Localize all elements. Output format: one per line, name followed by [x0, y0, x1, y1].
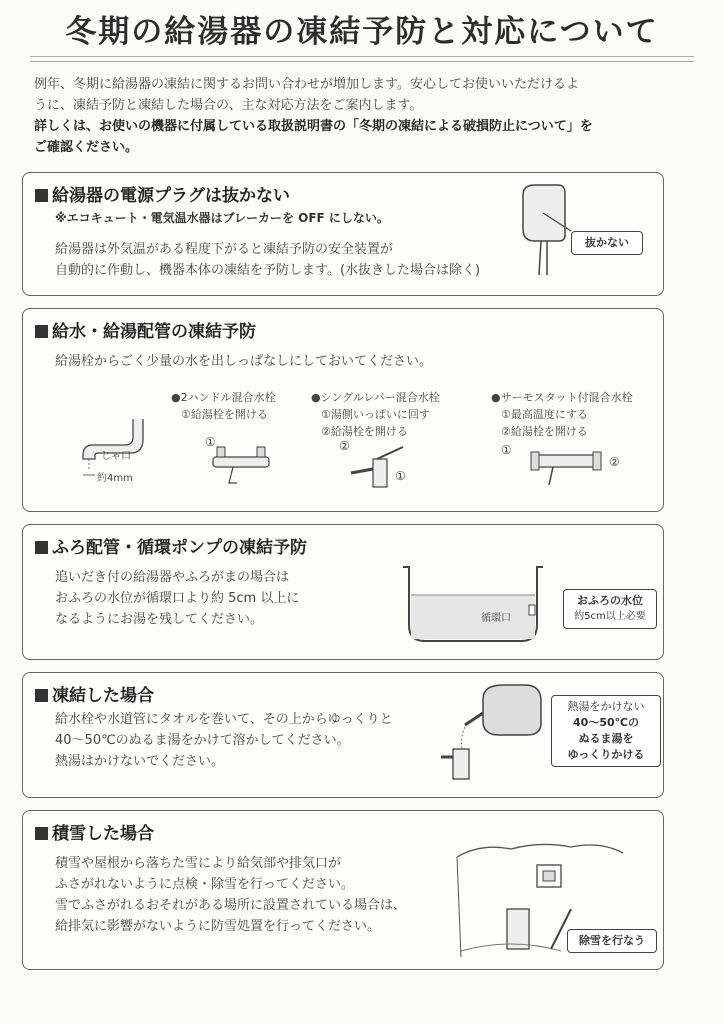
faucet-two-handle [171, 389, 276, 423]
section-snow [22, 810, 664, 970]
section-note: ※エコキュート・電気温水器はブレーカーを OFF にしない。 [55, 211, 389, 225]
section-bath [22, 524, 664, 660]
faucet-single-lever [311, 389, 440, 440]
page-title: 冬期の給湯器の凍結予防と対応について [65, 14, 659, 50]
faucet-step: ①最高温度にする [501, 408, 588, 421]
body-line: 40～50℃のぬるま湯をかけて溶かしてください。 [55, 733, 350, 748]
section-heading [35, 533, 307, 558]
body-line: おふろの水位が循環口より約 5cm 以上に [55, 591, 300, 606]
section-frozen [22, 672, 664, 798]
heading-text: 給水・給湯配管の凍結予防 [52, 322, 256, 342]
body-line: 積雪や屋根から落ちた雪により給気部や排気口が [55, 856, 342, 871]
body-line: 熱湯はかけないでください。 [55, 754, 225, 769]
single-lever-faucet-icon [343, 439, 423, 499]
faucet-step: ②給湯栓を開ける [321, 425, 408, 438]
square-bullet-icon [35, 689, 48, 702]
square-bullet-icon [35, 189, 48, 202]
circulation-port-label: 循環口 [481, 613, 511, 624]
spout-label: じゃ口 [101, 451, 131, 462]
body-line: 給湯栓からごく少量の水を出しっぱなしにしておいてください。 [55, 354, 433, 369]
faucet-name: ●シングルレバー混合水栓 [311, 391, 440, 404]
title-divider [30, 56, 694, 62]
body-line: 雪でふさがれるおそれがある場所に設置されている場合は、 [55, 898, 407, 913]
section-body [55, 567, 299, 630]
faucet-thermostat [491, 389, 633, 440]
step-mark: ② [609, 455, 620, 469]
body-line: 給湯器は外気温がある程度下がると凍結予防の安全装置が [55, 242, 394, 257]
faucet-step: ②給湯栓を開ける [501, 425, 588, 438]
heading-text: 給湯器の電源プラグは抜かない [52, 186, 290, 206]
intro-line: 例年、冬期に給湯器の凍結に関するお問い合わせが増加します。安心してお使いいただけるよ [34, 77, 579, 92]
callout-warm-water [551, 695, 661, 767]
callout-subtitle: 約5cm以上必要 [574, 611, 646, 622]
faucet-step: ①給湯栓を開ける [181, 408, 268, 421]
section-plug [22, 172, 664, 296]
body-line: 追いだき付の給湯器やふろがまの場合は [55, 570, 290, 585]
square-bullet-icon [35, 827, 48, 840]
body-line: なるようにお湯を残してください。 [55, 612, 264, 627]
callout-line: 40～50℃の [573, 716, 639, 729]
section-body [55, 709, 393, 772]
section-body [55, 853, 406, 937]
thermostat-faucet-icon [523, 445, 613, 495]
intro-line-bold: ご確認ください。 [34, 140, 139, 155]
square-bullet-icon [35, 541, 48, 554]
callout-title: おふろの水位 [577, 594, 643, 607]
body-line: 自動的に作動し、機器本体の凍結を予防します。(水抜きした場合は除く) [55, 263, 481, 278]
intro-line-bold: 詳しくは、お使いの機器に付属している取扱説明書の「冬期の凍結による破損防止について」を [34, 119, 593, 134]
intro-line: うに、凍結予防と凍結した場合の、主な対応方法をご案内します。 [34, 98, 423, 113]
heading-text: ふろ配管・循環ポンプの凍結予防 [52, 538, 307, 558]
step-mark: ① [395, 469, 406, 483]
heading-text: 凍結した場合 [52, 686, 154, 706]
faucet-name: ●サーモスタット付混合水栓 [491, 391, 633, 404]
section-piping [22, 308, 664, 512]
step-mark: ① [501, 443, 512, 457]
body-line: ふさがれないように点検・除雪を行ってください。 [55, 877, 355, 892]
step-mark: ② [339, 439, 350, 453]
body-line: 給排気に影響がないように防雪処置を行ってください。 [55, 919, 381, 934]
spout-size: 約4mm [97, 473, 133, 484]
step-mark: ① [205, 435, 216, 449]
intro-text [34, 74, 674, 158]
callout-water-level [563, 589, 657, 629]
callout-clear-snow: 除雪を行なう [567, 929, 657, 953]
square-bullet-icon [35, 325, 48, 338]
section-heading [35, 317, 256, 342]
body-line: 給水栓や水道管にタオルを巻いて、その上からゆっくりと [55, 712, 393, 727]
section-heading [35, 181, 290, 206]
callout-warning: 熱湯をかけない [567, 700, 645, 713]
heading-text: 積雪した場合 [52, 824, 154, 844]
section-heading [35, 681, 154, 706]
section-body [55, 239, 480, 281]
kettle-faucet-illustration [433, 679, 553, 789]
section-heading [35, 819, 154, 844]
faucet-step: ①湯側いっぱいに回す [321, 408, 430, 421]
section-body [55, 351, 432, 372]
callout-do-not-unplug: 抜かない [571, 231, 643, 255]
bathtub-illustration [403, 565, 553, 649]
callout-line: ぬるま湯を [578, 732, 634, 745]
callout-line: ゆっくりかける [567, 748, 645, 761]
faucet-name: ●2ハンドル混合水栓 [171, 391, 276, 404]
